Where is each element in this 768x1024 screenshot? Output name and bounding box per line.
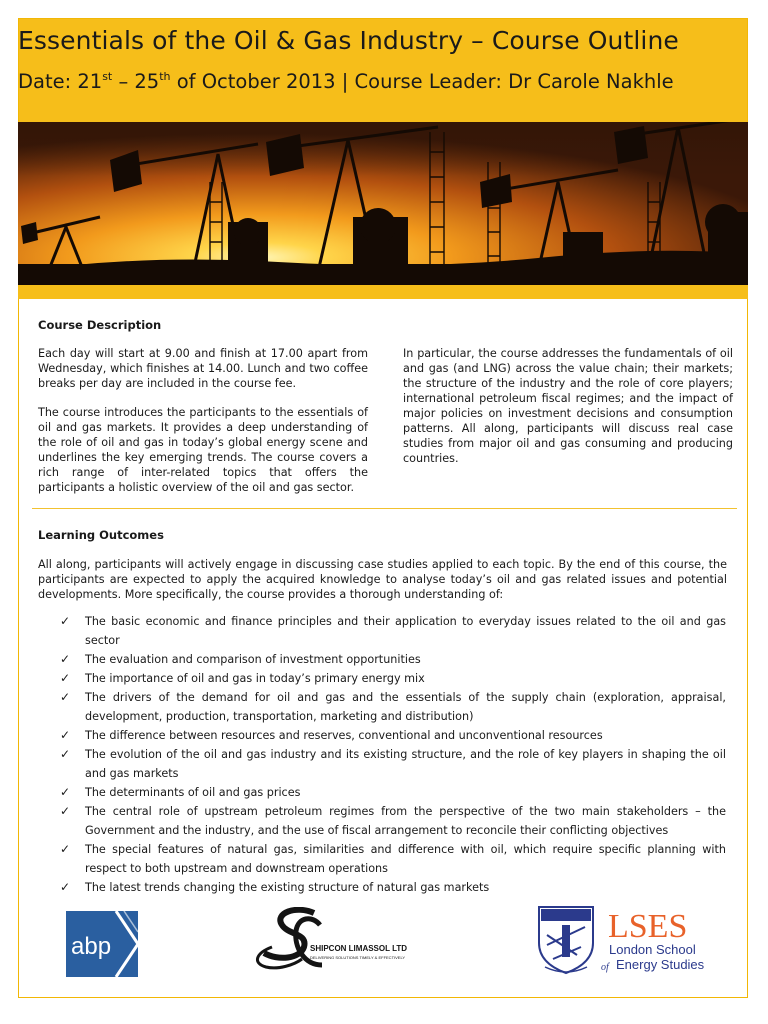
checkmark-icon: ✓ bbox=[60, 652, 71, 666]
checkmark-icon: ✓ bbox=[60, 614, 71, 628]
course-description-paragraph-2: The course introduces the participants to the essentials of oil and gas markets. It provides a deep understanding of the role of oil and gas in today’s global energy scene and underlines the key emerging trends. The course covers a rich range of inter-related topics that offers the participants a holistic overview of the oil and gas sector. bbox=[38, 406, 368, 494]
list-item: ✓ The evolution of the oil and gas industry and its existing structure, and the role of key players in shaping the oil and gas markets bbox=[60, 747, 726, 780]
list-item: ✓ The evaluation and comparison of investment opportunities bbox=[58, 650, 726, 669]
list-item: ✓ The latest trends changing the existing structure of natural gas markets bbox=[58, 878, 726, 897]
checkmark-icon: ✓ bbox=[60, 690, 71, 704]
course-description-paragraph-1: Each day will start at 9.00 and finish at 17.00 apart from Wednesday, which finishes at 14.00. Lunch and two coffee breaks per day are included in the course fee. bbox=[38, 347, 368, 390]
checkmark-icon: ✓ bbox=[60, 804, 71, 818]
lses-acronym-text: LSES bbox=[608, 908, 688, 945]
list-item: ✓ The central role of upstream petroleum regimes from the perspective of the two main stakeholders – the Government and the industry, and the use of fiscal arrangement to reconcile their conflicting objectives bbox=[60, 804, 726, 837]
page-title: Essentials of the Oil & Gas Industry – Course Outline bbox=[18, 26, 679, 55]
checkmark-icon: ✓ bbox=[60, 785, 71, 799]
accent-band bbox=[18, 285, 748, 299]
shipcon-name-text: SHIPCON LIMASSOL LTD bbox=[310, 944, 408, 953]
abp-logo bbox=[66, 911, 138, 981]
list-item: ✓ The importance of oil and gas in today’s primary energy mix bbox=[58, 669, 726, 688]
lses-of-text: of bbox=[601, 962, 609, 973]
checkmark-icon: ✓ bbox=[60, 747, 71, 761]
list-item: ✓ The drivers of the demand for oil and gas and the essentials of the supply chain (exploration, appraisal, development, production, transportation, marketing and distribution) bbox=[60, 690, 726, 723]
lses-line1-text: London School bbox=[609, 942, 696, 957]
date-and-leader: Date: 21st – 25th of October 2013 | Course Leader: Dr Carole Nakhle bbox=[18, 70, 674, 93]
list-item: ✓ The determinants of oil and gas prices bbox=[58, 783, 726, 802]
course-description-heading: Course Description bbox=[38, 318, 162, 332]
learning-outcomes-list bbox=[58, 612, 726, 897]
checkmark-icon: ✓ bbox=[60, 728, 71, 742]
list-item: ✓ The basic economic and finance principles and their application to everyday issues related to the oil and gas sector bbox=[60, 614, 726, 647]
shipcon-limassol-logo bbox=[252, 907, 427, 979]
lses-logo bbox=[537, 905, 717, 979]
checkmark-icon: ✓ bbox=[60, 671, 71, 685]
course-description-paragraph-3: In particular, the course addresses the fundamentals of oil and gas (and LNG) across the value chain; their markets; the structure of the industry and the role of core players; international petroleum fiscal regimes; and the impact of major policies on investment decisions and consumption patterns. All along, participants will discuss real case studies from major oil and gas consuming and producing countries. bbox=[403, 347, 733, 465]
abp-text: abp bbox=[71, 933, 112, 960]
oil-pumpjacks-sunset-image bbox=[18, 122, 748, 287]
list-item: ✓ The difference between resources and reserves, conventional and unconventional resources bbox=[58, 726, 726, 745]
checkmark-icon: ✓ bbox=[60, 842, 71, 856]
learning-outcomes-intro: All along, participants will actively engage in discussing case studies applied to each topic. By the end of this course, the participants are expected to apply the acquired knowledge to analyse today’s oil and gas related issues and potential developments. More specifically, the course provides a thorough understanding of: bbox=[38, 558, 727, 601]
section-divider bbox=[32, 508, 737, 509]
shipcon-tagline-text: DELIVERING SOLUTIONS TIMELY & EFFECTIVELY bbox=[310, 955, 406, 960]
lses-line2-text: Energy Studies bbox=[616, 957, 705, 972]
learning-outcomes-heading: Learning Outcomes bbox=[38, 528, 164, 542]
list-item: ✓ The special features of natural gas, similarities and difference with oil, which require specific planning with respect to both upstream and downstream operations bbox=[60, 842, 726, 875]
checkmark-icon: ✓ bbox=[60, 880, 71, 894]
